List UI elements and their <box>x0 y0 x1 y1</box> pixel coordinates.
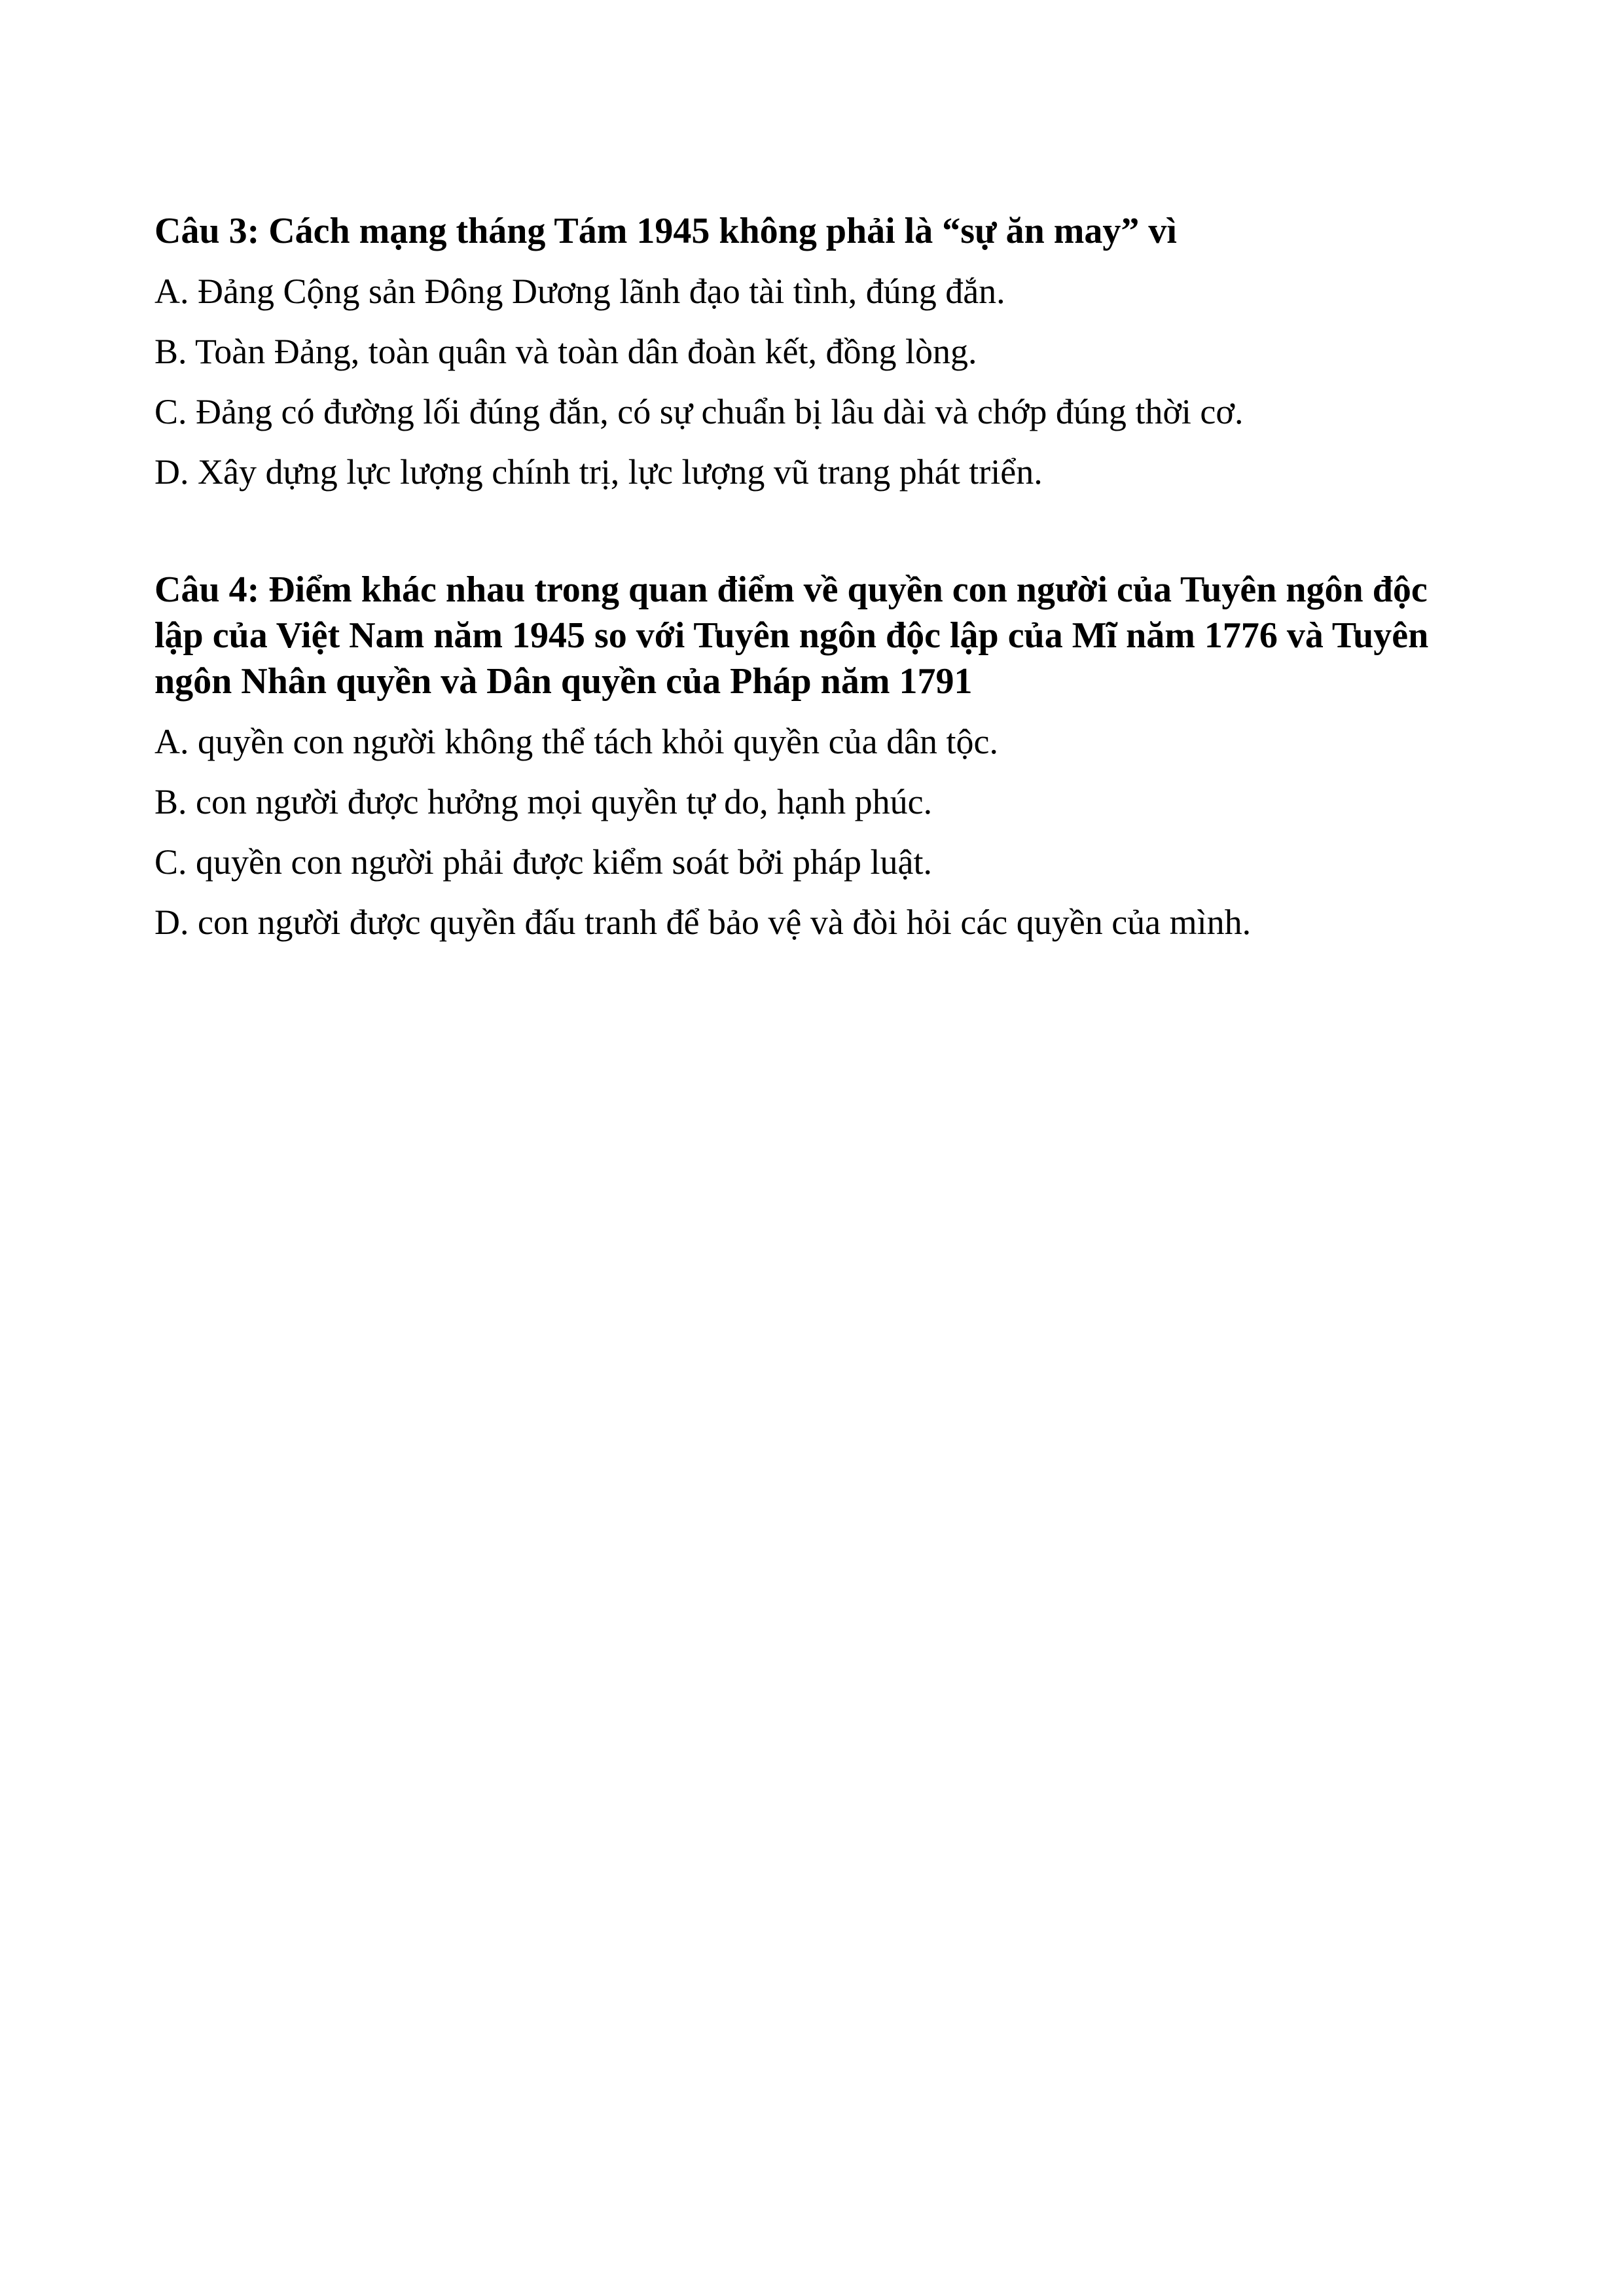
question-3-option-d: D. Xây dựng lực lượng chính trị, lực lượng vũ trang phát triển. <box>154 452 1043 492</box>
question-4-title-line-2: lập của Việt Nam năm 1945 so với Tuyên ngôn độc lập của Mĩ năm 1776 và Tuyên <box>154 615 1429 656</box>
question-4-option-b: B. con người được hưởng mọi quyền tự do, hạnh phúc. <box>154 782 933 821</box>
question-4-option-a: A. quyền con người không thể tách khỏi quyền của dân tộc. <box>154 722 999 761</box>
question-4-title-line-1: Câu 4: Điểm khác nhau trong quan điểm về quyền con người của Tuyên ngôn độc <box>154 569 1428 610</box>
question-3-option-b: B. Toàn Đảng, toàn quân và toàn dân đoàn kết, đồng lòng. <box>154 332 977 371</box>
question-4 <box>154 567 1503 945</box>
question-3-option-a: A. Đảng Cộng sản Đông Dương lãnh đạo tài tình, đúng đắn. <box>154 272 1005 311</box>
question-4-option-d: D. con người được quyền đấu tranh để bảo vệ và đòi hỏi các quyền của mình. <box>154 903 1252 942</box>
question-3-title: Câu 3: Cách mạng tháng Tám 1945 không phải là “sự ăn may” vì <box>154 211 1177 251</box>
question-4-title-line-3: ngôn Nhân quyền và Dân quyền của Pháp năm 1791 <box>154 661 973 702</box>
question-4-title <box>154 567 1503 704</box>
question-3-option-c: C. Đảng có đường lối đúng đắn, có sự chuẩn bị lâu dài và chớp đúng thời cơ. <box>154 392 1244 431</box>
question-4-option-c: C. quyền con người phải được kiểm soát bởi pháp luật. <box>154 842 932 882</box>
question-3 <box>154 208 1503 495</box>
question-spacer <box>154 509 1503 567</box>
document-content <box>154 208 1503 960</box>
